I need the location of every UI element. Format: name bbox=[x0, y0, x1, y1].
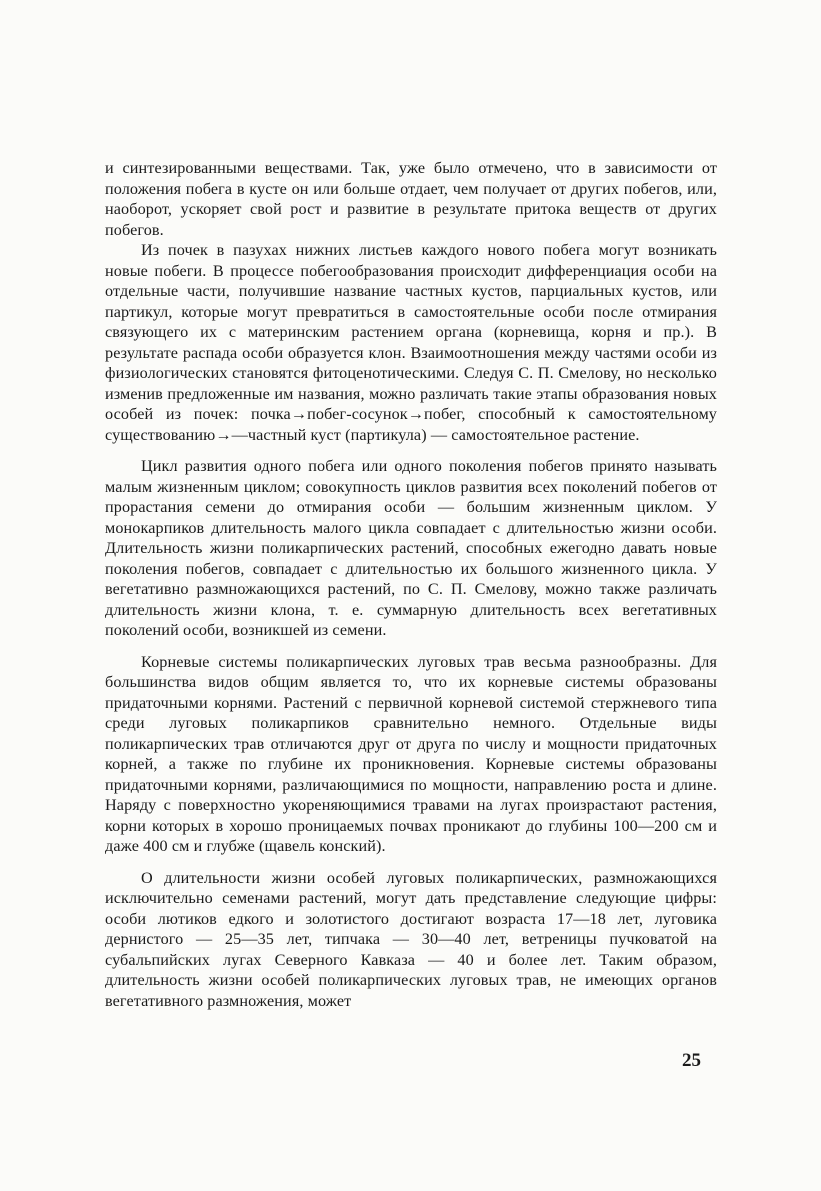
paragraph-3: Цикл развития одного побега или одного поколения побегов принято называть малым жизненным циклом; совокупность циклов развития всех поколений побегов от прорастания семени до отмирания особи — большим жизненным циклом. У монокарпиков длительность малого цикла совпадает с длительностью жизни особи. Длительность жизни поликарпических растений, способных ежегодно давать новые поколения побегов, совпадает с длительностью их большого жизненного цикла. У вегетативно размножающихся растений, по С. П. Смелову, можно также различать длительность жизни клона, т. е. суммарную длительность всех вегетативных поколений особи, возникшей из семени. bbox=[105, 457, 717, 639]
page-number: 25 bbox=[682, 1050, 701, 1071]
paragraph-1: и синтезированными веществами. Так, уже было отмечено, что в зависимости от положения побега в кусте он или больше отдает, чем получает от других побегов, или, наоборот, ускоряет свой рост и развитие в результате притока веществ от других побегов. bbox=[105, 159, 717, 239]
paragraph-2: Из почек в пазухах нижних листьев каждого нового побега могут возникать новые побеги. В процессе побегообразования происходит дифференциация особи на отдельные части, получившие название частных кустов, парциальных кустов, или партикул, которые могут превратиться в самостоятельные особи после отмирания связующего их с материнским растением органа (корневища, корня и пр.). В результате распада особи образуется клон. Взаимоотношения между частями особи из физиологических становятся фитоценотическими. Следуя С. П. Смелову, но несколько изменив предложенные им названия, можно различать такие этапы образования новых особей из почек: почка→побег-сосунок→побег, способный к самостоятельному существованию→—частный куст (партикула) — самостоятельное растение. bbox=[105, 241, 717, 444]
paragraph-4: Корневые системы поликарпических луговых трав весьма разнообразны. Для большинства видов общим является то, что их корневые системы образованы придаточными корнями. Растений с первичной корневой системой стержневого типа среди луговых поликарпиков сравнительно немного. Отдельные виды поликарпических трав отличаются друг от друга по числу и мощности придаточных корней, а также по глубине их проникновения. Корневые системы образованы придаточными корнями, различающимися по мощности, направлению роста и длине. Наряду с поверхностно укореняющимися травами на лугах произрастают растения, корни которых в хорошо проницаемых почвах проникают до глубины 100—200 см и даже 400 см и глубже (щавель конский). bbox=[105, 652, 717, 855]
paragraph-5: О длительности жизни особей луговых поликарпических, размножающихся исключительно семенами растений, могут дать представление следующие цифры: особи лютиков едкого и золотистого достигают возраста 17—18 лет, луговика дернистого — 25—35 лет, типчака — 30—40 лет, ветреницы пучковатой на субальпийских лугах Северного Кавказа — 40 и более лет. Таким образом, длительность жизни особей поликарпических луговых трав, не имеющих органов вегетативного размножения, может bbox=[105, 868, 717, 1010]
body-text bbox=[105, 158, 717, 1011]
